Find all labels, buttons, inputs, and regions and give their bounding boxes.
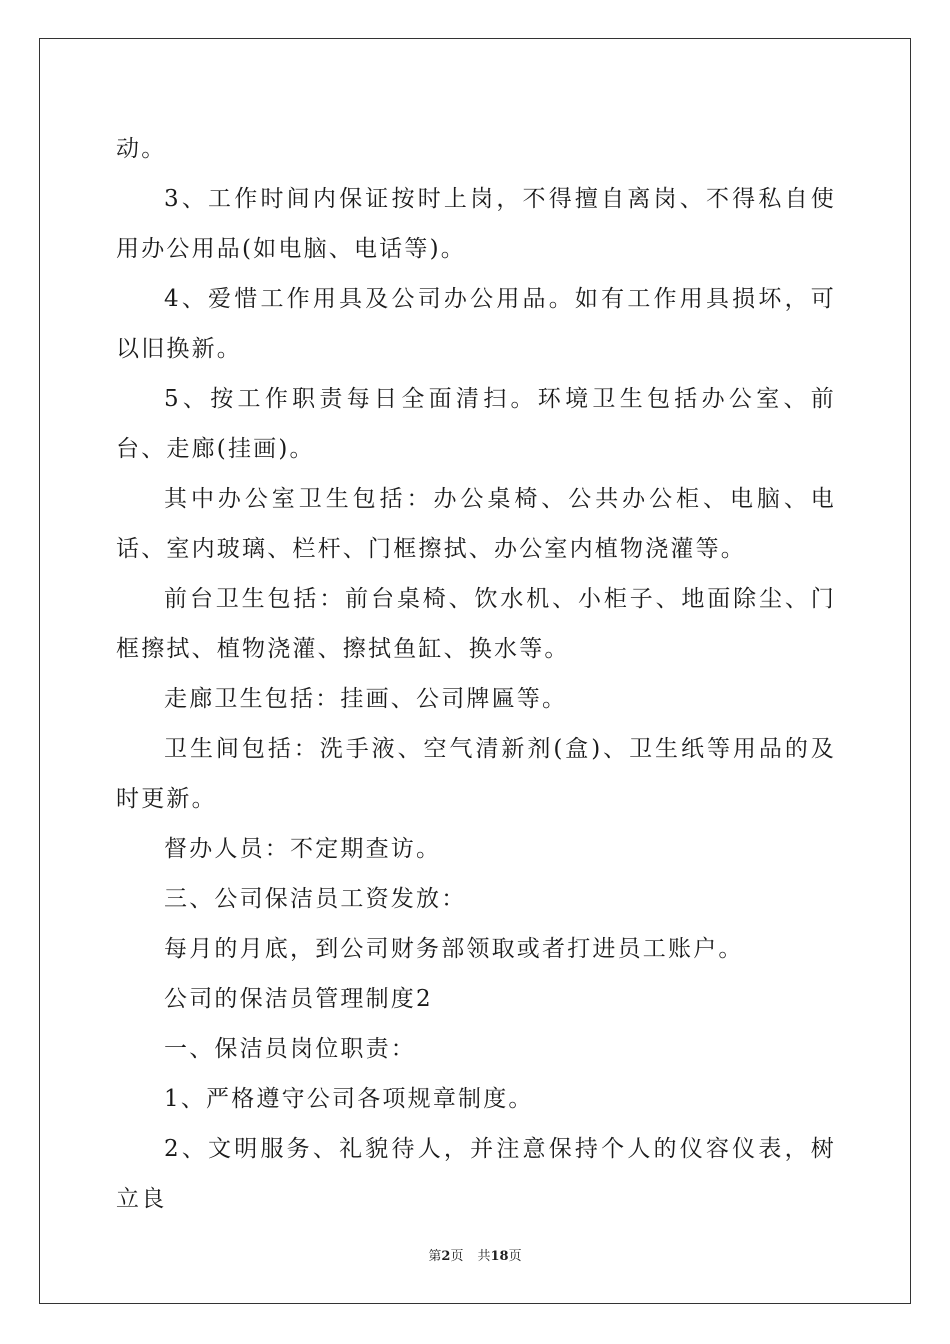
paragraph: 前台卫生包括：前台桌椅、饮水机、小柜子、地面除尘、门框擦拭、植物浇灌、擦拭鱼缸、换水等。 <box>116 586 836 662</box>
paragraph: 走廊卫生包括：挂画、公司牌匾等。 <box>164 686 568 712</box>
section-heading: 三、公司保洁员工资发放： <box>164 886 467 912</box>
paragraph: 卫生间包括：洗手液、空气清新剂(盒)、卫生纸等用品的及时更新。 <box>116 736 836 812</box>
paragraph: 2、文明服务、礼貌待人，并注意保持个人的仪容仪表，树立良 <box>116 1136 836 1212</box>
paragraph: 督办人员：不定期查访。 <box>164 836 442 862</box>
page-suffix: 页 <box>450 1249 464 1264</box>
section-heading: 一、保洁员岗位职责： <box>164 1036 416 1062</box>
paragraph: 动。 <box>116 136 167 162</box>
page-number: 2 <box>441 1249 451 1264</box>
page-footer <box>0 1245 950 1264</box>
paragraph: 5、按工作职责每日全面清扫。环境卫生包括办公室、前台、走廊(挂画)。 <box>116 386 836 462</box>
paragraph: 4、爱惜工作用具及公司办公用品。如有工作用具损坏，可以旧换新。 <box>116 286 836 362</box>
document-title: 公司的保洁员管理制度2 <box>164 986 433 1012</box>
page-prefix: 第 <box>428 1249 442 1264</box>
total-pages: 18 <box>490 1249 509 1264</box>
total-suffix: 页 <box>508 1249 522 1264</box>
paragraph: 1、严格遵守公司各项规章制度。 <box>164 1086 534 1112</box>
paragraph: 其中办公室卫生包括：办公桌椅、公共办公柜、电脑、电话、室内玻璃、栏杆、门框擦拭、办公室内植物浇灌等。 <box>116 486 836 562</box>
total-prefix: 共 <box>477 1249 491 1264</box>
paragraph: 3、工作时间内保证按时上岗，不得擅自离岗、不得私自使用办公用品(如电脑、电话等)。 <box>116 186 836 262</box>
paragraph: 每月的月底，到公司财务部领取或者打进员工账户。 <box>164 936 744 962</box>
document-body <box>116 124 836 1224</box>
